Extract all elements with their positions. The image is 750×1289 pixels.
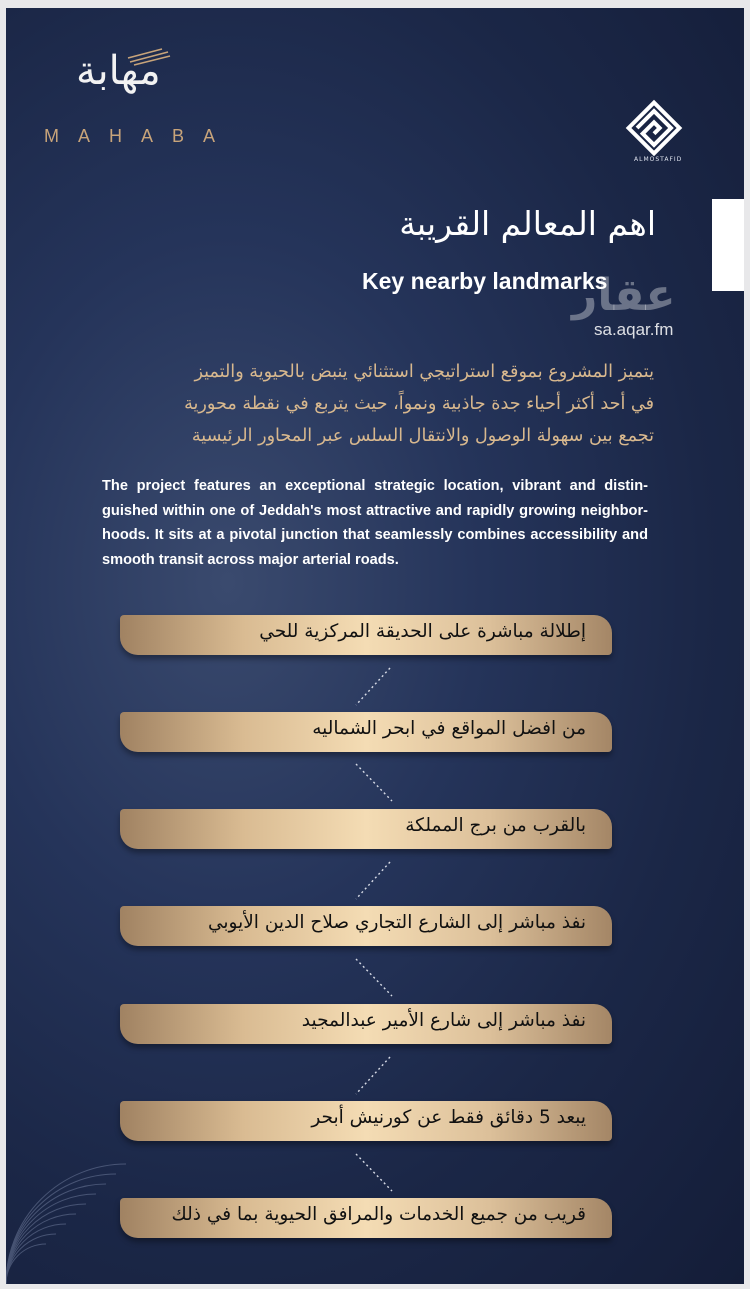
intro-arabic-line: تجمع بين سهولة الوصول والانتقال السلس عبر المحاور الرئيسية <box>191 426 654 446</box>
landmark-item <box>120 906 612 946</box>
intro-english-line: hoods. It sits at a pivotal junction that seamlessly combines accessibility and <box>102 527 648 543</box>
landmark-text: إطلالة مباشرة على الحديقة المركزية للحي <box>259 621 586 642</box>
intro-arabic-line: يتميز المشروع بموقع استراتيجي استثنائي ينبض بالحيوية والتميز <box>194 362 654 382</box>
landmark-item <box>120 1004 612 1044</box>
intro-arabic-line: في أحد أكثر أحياء جدة جاذبية ونمواً، حيث يتربع في نقطة محورية <box>184 394 654 414</box>
landmark-item <box>120 712 612 752</box>
intro-english-line: guished within one of Jeddah's most attractive and rapidly growing neighbor- <box>102 502 648 519</box>
landmark-item <box>120 1101 612 1141</box>
landmark-item <box>120 809 612 849</box>
intro-english-line: smooth transit across major arterial roads. <box>102 551 399 568</box>
title-english: Key nearby landmarks <box>362 268 608 294</box>
landmark-text: بالقرب من برج المملكة <box>405 815 586 836</box>
title-arabic: اهم المعالم القريبة <box>399 204 656 243</box>
landmark-text: قريب من جميع الخدمات والمرافق الحيوية بما في ذلك <box>171 1204 586 1225</box>
landmark-item <box>120 615 612 655</box>
landmark-text: من افضل المواقع في ابحر الشماليه <box>312 718 586 739</box>
watermark-url: sa.aqar.fm <box>594 320 674 339</box>
landmark-text: نفذ مباشر إلى شارع الأمير عبدالمجيد <box>301 1010 586 1031</box>
landmark-item <box>120 1198 612 1238</box>
logo-english: MAHABA <box>44 126 235 146</box>
developer-tag: ALMOSTAFID <box>634 156 683 163</box>
intro-english-line: The project features an exceptional strategic location, vibrant and distin- <box>102 478 648 494</box>
landmark-text: نفذ مباشر إلى الشارع التجاري صلاح الدين الأيوبي <box>207 912 586 933</box>
brochure-page <box>6 8 744 1284</box>
landmark-text: يبعد 5 دقائق فقط عن كورنيش أبحر <box>311 1107 586 1128</box>
watermark-logo: عقار <box>572 270 676 321</box>
logo-arabic: مهابة <box>76 48 161 94</box>
